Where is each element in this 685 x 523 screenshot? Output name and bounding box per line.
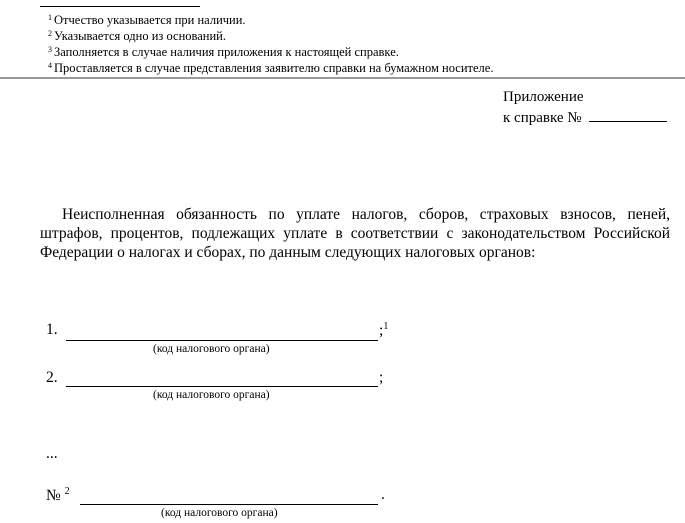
obligation-paragraph: Неисполненная обязанность по уплате налогов, сборов, страховых взносов, пеней, штрафов, процентов, подлежащих уплате в соответствии с законодательством Российской Федерации о налогах и сборах, по данным следующих налоговых органов:: [40, 206, 670, 261]
footnote-number: 3: [48, 45, 52, 54]
item-1-footnote-ref: 1: [383, 321, 389, 332]
item-1-caption: (код налогового органа): [153, 343, 270, 355]
footnote-number: 2: [48, 29, 52, 38]
last-item-footnote-ref: 2: [64, 486, 70, 497]
item-1-label: 1.: [46, 321, 58, 338]
last-item-period: .: [381, 486, 385, 503]
item-1-terminator: [379, 321, 388, 340]
item-2-code-field[interactable]: [66, 386, 378, 387]
footnote-2: [48, 27, 226, 43]
certificate-number-field[interactable]: [589, 107, 667, 122]
number-sign: №: [46, 487, 61, 504]
footnote-separator: [40, 6, 200, 7]
footnote-text: Отчество указывается при наличии.: [54, 13, 246, 27]
last-item-code-field[interactable]: [80, 504, 378, 505]
item-2-label: 2.: [46, 369, 58, 386]
footnote-1: [48, 11, 246, 27]
ellipsis: ...: [46, 445, 58, 462]
item-1-semicolon: ;: [379, 322, 384, 339]
footnote-text: Проставляется в случае представления заявителю справки на бумажном носителе.: [54, 61, 494, 75]
item-1-code-field[interactable]: [66, 340, 378, 341]
footnote-number: 1: [48, 13, 52, 22]
footnote-3: [48, 43, 399, 59]
page-break: [0, 77, 685, 79]
last-item-label: [46, 486, 70, 505]
last-item-caption: (код налогового органа): [161, 507, 278, 519]
appendix-ref: [503, 107, 667, 128]
item-2-caption: (код налогового органа): [153, 389, 270, 401]
footnote-number: 4: [48, 61, 52, 70]
appendix-title: Приложение: [503, 89, 584, 105]
footnote-text: Заполняется в случае наличия приложения к настоящей справке.: [54, 45, 399, 59]
footnote-text: Указывается одно из оснований.: [54, 29, 226, 43]
item-2-semicolon: ;: [379, 369, 384, 386]
footnote-4: [48, 59, 493, 75]
appendix-ref-label: к справке №: [503, 110, 582, 126]
